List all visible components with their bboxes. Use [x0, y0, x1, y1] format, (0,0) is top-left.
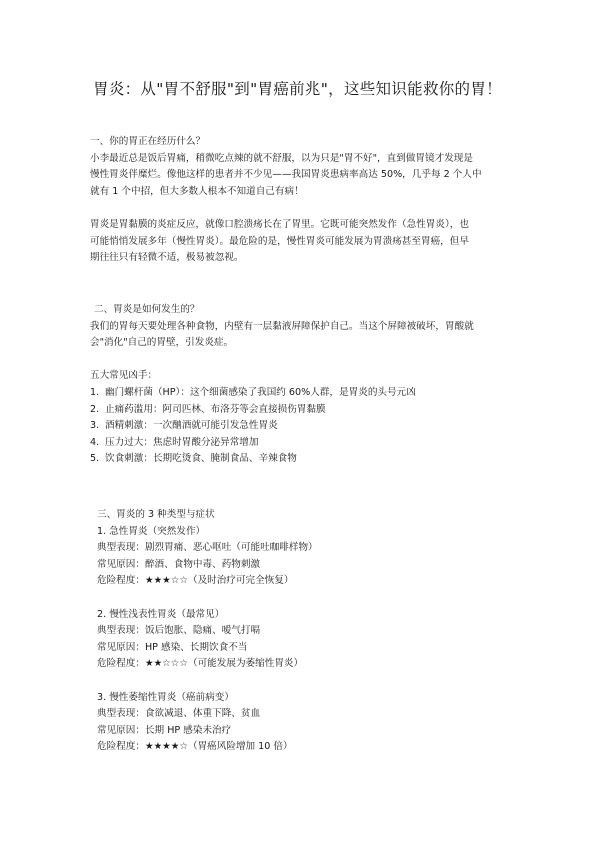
section-1-para-2-line-1: 胃炎是胃黏膜的炎症反应，就像口腔溃疡长在了胃里。它既可能突然发作（急性胃炎），也: [90, 218, 469, 230]
section-1-para-2-line-3: 期往往只有轻微不适，极易被忽视。: [90, 252, 244, 264]
list-item: [90, 435, 520, 452]
section-2: [90, 302, 520, 468]
list-item-number: 3.: [90, 420, 100, 432]
section-2-heading: 二、胃炎是如何发生的？: [94, 304, 200, 315]
document-title: 胃炎：从"胃不舒服"到"胃癌前兆"，这些知识能救你的胃！: [93, 80, 502, 98]
list-item-number: 1.: [90, 386, 100, 398]
section-1-para-1-line-1: 小李最近总是饭后胃痛，稍微吃点辣的就不舒服，以为只是"胃不好"，直到做胃镜才发现是: [90, 152, 473, 164]
section-3-heading: 三、胃炎的 3 种类型与症状: [97, 509, 215, 520]
list-item-text: 止痛药滥用：阿司匹林、布洛芬等会直接损伤胃黏膜: [105, 403, 326, 415]
section-1-para-2-line-2: 可能悄悄发展多年（慢性胃炎）。最危险的是，慢性胃炎可能发展为胃溃疡甚至胃癌，但早: [90, 235, 469, 247]
section-1-heading: 一、你的胃正在经历什么？: [90, 136, 206, 147]
section-1-para-1-line-3: 就有 1 个中招，但大多数人根本不知道自己有病！: [90, 185, 304, 197]
type-2-symptoms: 典型表现：饭后饱胀、隐痛、嗳气打嗝: [97, 625, 261, 637]
paragraph-gap: [90, 673, 520, 690]
section-2-para-line-2: 会"消化"自己的胃壁，引发炎症。: [90, 337, 234, 349]
list-item: [90, 418, 520, 435]
section-2-para-line-1: 我们的胃每天要处理各种食物，内壁有一层黏液屏障保护自己。当这个屏障被破坏，胃酸就: [90, 320, 474, 332]
paragraph-gap: [90, 590, 520, 607]
list-item-text: 饮食刺激：长期吃烫食、腌制食品、辛辣食物: [105, 453, 297, 465]
section-1: [90, 134, 520, 267]
list-item-number: 5.: [90, 453, 100, 465]
section-1-para-1-line-2: 慢性胃炎伴糜烂。像他这样的患者并不少见——我国胃炎患病率高达 50%，几乎每 2 个人中: [90, 169, 482, 181]
type-2-danger: 危险程度：★★☆☆☆（可能发展为萎缩性胃炎）: [97, 658, 304, 670]
list-item-text: 幽门螺杆菌（HP）：这个细菌感染了我国约 60%人群，是胃炎的头号元凶: [105, 386, 416, 398]
causes-title: 五大常见凶手：: [90, 370, 158, 382]
type-1-danger: 危险程度：★★★☆☆（及时治疗可完全恢复）: [97, 575, 294, 587]
list-item-text: 酒精刺激：一次酗酒就可能引发急性胃炎: [105, 420, 278, 432]
type-3-symptoms: 典型表现：食欲减退、体重下降、贫血: [97, 708, 261, 720]
type-3-name: 3. 慢性萎缩性胃炎（癌前病变）: [97, 691, 234, 703]
list-item-number: 2.: [90, 403, 100, 415]
section-3: [90, 507, 520, 756]
causes-list: [90, 385, 520, 468]
list-item: [90, 402, 520, 419]
list-item: [90, 385, 520, 402]
type-1-name: 1. 急性胃炎（突然发作）: [97, 525, 206, 537]
type-3-danger: 危险程度：★★★★☆（胃癌风险增加 10 倍）: [97, 741, 293, 753]
type-2-name: 2. 慢性浅表性胃炎（最常见）: [97, 608, 225, 620]
type-3-causes: 常见原因：长期 HP 感染未治疗: [97, 724, 232, 736]
paragraph-gap: [90, 352, 520, 369]
list-item: [90, 451, 520, 468]
type-1-symptoms: 典型表现：剧烈胃痛、恶心呕吐（可能吐咖啡样物）: [97, 542, 318, 554]
type-1-causes: 常见原因：醉酒、食物中毒、药物刺激: [97, 558, 261, 570]
type-2-causes: 常见原因：HP 感染、长期饮食不当: [97, 641, 248, 653]
paragraph-gap: [90, 200, 520, 217]
list-item-number: 4.: [90, 436, 100, 448]
list-item-text: 压力过大：焦虑时胃酸分泌异常增加: [105, 436, 259, 448]
